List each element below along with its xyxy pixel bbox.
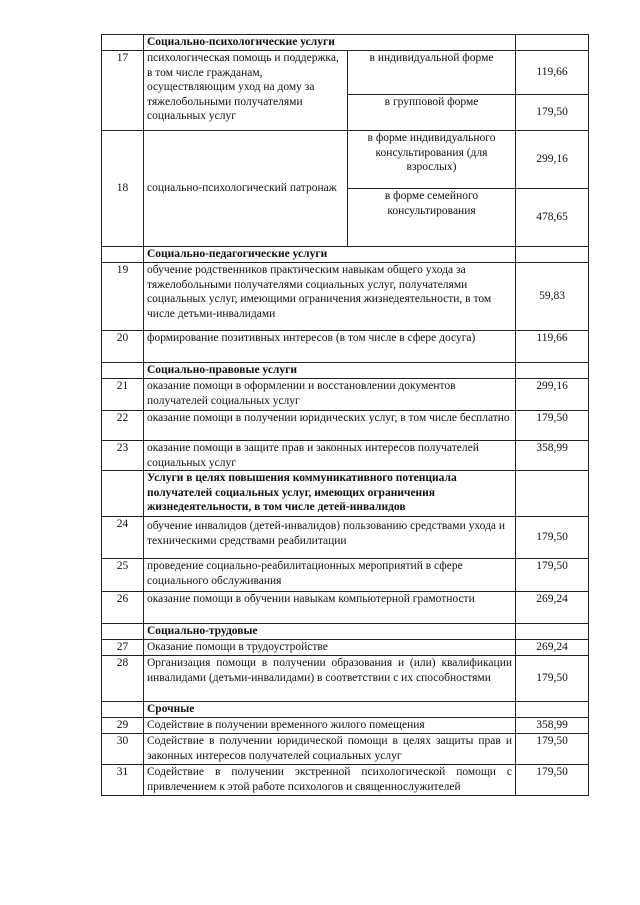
- row-number: 24: [102, 517, 144, 559]
- service-name: обучение инвалидов (детей-инвалидов) пользованию средствами ухода и техническими средствами реабилитации: [144, 517, 516, 559]
- table-row: [102, 131, 589, 189]
- row-number: 18: [102, 131, 144, 247]
- row-number: 23: [102, 441, 144, 471]
- service-price: 269,24: [516, 640, 589, 656]
- service-name: Организация помощи в получении образования и (или) квалификации инвалидами (детьми-инвалидами) в соответствии с их способностями: [144, 656, 516, 702]
- row-number: 29: [102, 718, 144, 734]
- services-tariff-table: [101, 34, 589, 796]
- service-form: в форме индивидуального консультирования (для взрослых): [348, 131, 516, 189]
- row-number: 21: [102, 379, 144, 411]
- service-name: Содействие в получении экстренной психологической помощи с привлечением к этой работе психологов и священнослужителей: [144, 765, 516, 796]
- row-number: 30: [102, 734, 144, 765]
- table-row: [102, 656, 589, 702]
- service-price: 358,99: [516, 718, 589, 734]
- service-price: 269,24: [516, 592, 589, 624]
- table-row: [102, 592, 589, 624]
- table-row: [102, 379, 589, 411]
- section-row: [102, 247, 589, 263]
- service-price: 179,50: [516, 559, 589, 592]
- service-price: 179,50: [516, 765, 589, 796]
- section-row: [102, 624, 589, 640]
- row-number: 27: [102, 640, 144, 656]
- service-name: социально-психологический патронаж: [144, 131, 348, 247]
- section-row: [102, 471, 589, 517]
- section-row: [102, 35, 589, 51]
- service-price: 478,65: [516, 189, 589, 247]
- service-price: 59,83: [516, 263, 589, 331]
- service-name: формирование позитивных интересов (в том числе в сфере досуга): [144, 331, 516, 363]
- section-row: [102, 363, 589, 379]
- table-row: [102, 51, 589, 95]
- service-name: Содействие в получении юридической помощи в целях защиты прав и законных интересов получателей социальных услуг: [144, 734, 516, 765]
- service-price: 179,50: [516, 656, 589, 702]
- table-row: [102, 734, 589, 765]
- table-row: [102, 517, 589, 559]
- section-header: Социально-трудовые: [144, 624, 516, 640]
- service-name: оказание помощи в обучении навыкам компьютерной грамотности: [144, 592, 516, 624]
- service-price: 119,66: [516, 51, 589, 95]
- service-name: Оказание помощи в трудоустройстве: [144, 640, 516, 656]
- table-row: [102, 640, 589, 656]
- service-price: 299,16: [516, 131, 589, 189]
- service-name: оказание помощи в оформлении и восстановлении документов получателей социальных услуг: [144, 379, 516, 411]
- section-header: Социально-правовые услуги: [144, 363, 516, 379]
- row-number: 22: [102, 411, 144, 441]
- row-number: 28: [102, 656, 144, 702]
- section-header: Срочные: [144, 702, 516, 718]
- section-header: Социально-психологические услуги: [144, 35, 516, 51]
- service-form: в форме семейного консультирования: [348, 189, 516, 247]
- row-number: 31: [102, 765, 144, 796]
- table-row: [102, 765, 589, 796]
- service-price: 179,50: [516, 734, 589, 765]
- row-number: 20: [102, 331, 144, 363]
- table-row: [102, 441, 589, 471]
- service-price: 299,16: [516, 379, 589, 411]
- service-form: в индивидуальной форме: [348, 51, 516, 95]
- service-name: обучение родственников практическим навыкам общего ухода за тяжелобольными получателями социальных услуг, получателями социальных услуг, имеющими ограничения жизнедеятельности, в том числе детьми-инвалидами: [144, 263, 516, 331]
- service-name: Содействие в получении временного жилого помещения: [144, 718, 516, 734]
- section-header: Услуги в целях повышения коммуникативного потенциала получателей социальных услуг, имеющих ограничения жизнедеятельности, в том числе детей-инвалидов: [144, 471, 516, 517]
- table-row: [102, 411, 589, 441]
- row-number: 26: [102, 592, 144, 624]
- row-number: 25: [102, 559, 144, 592]
- table-row: [102, 718, 589, 734]
- service-name: проведение социально-реабилитационных мероприятий в сфере социального обслуживания: [144, 559, 516, 592]
- service-price: 119,66: [516, 331, 589, 363]
- service-form: в групповой форме: [348, 95, 516, 131]
- service-name: оказание помощи в защите прав и законных интересов получателей социальных услуг: [144, 441, 516, 471]
- service-price: 358,99: [516, 441, 589, 471]
- service-price: 179,50: [516, 95, 589, 131]
- service-price: 179,50: [516, 517, 589, 559]
- service-name: психологическая помощь и поддержка, в том числе гражданам, осуществляющим уход на дому за тяжелобольными получателями социальных услуг: [144, 51, 348, 131]
- table-row: [102, 559, 589, 592]
- row-number: 19: [102, 263, 144, 331]
- table-row: [102, 263, 589, 331]
- section-header: Социально-педагогические услуги: [144, 247, 516, 263]
- service-name: оказание помощи в получении юридических услуг, в том числе бесплатно: [144, 411, 516, 441]
- service-price: 179,50: [516, 411, 589, 441]
- table-row: [102, 331, 589, 363]
- row-number: 17: [102, 51, 144, 131]
- section-row: [102, 702, 589, 718]
